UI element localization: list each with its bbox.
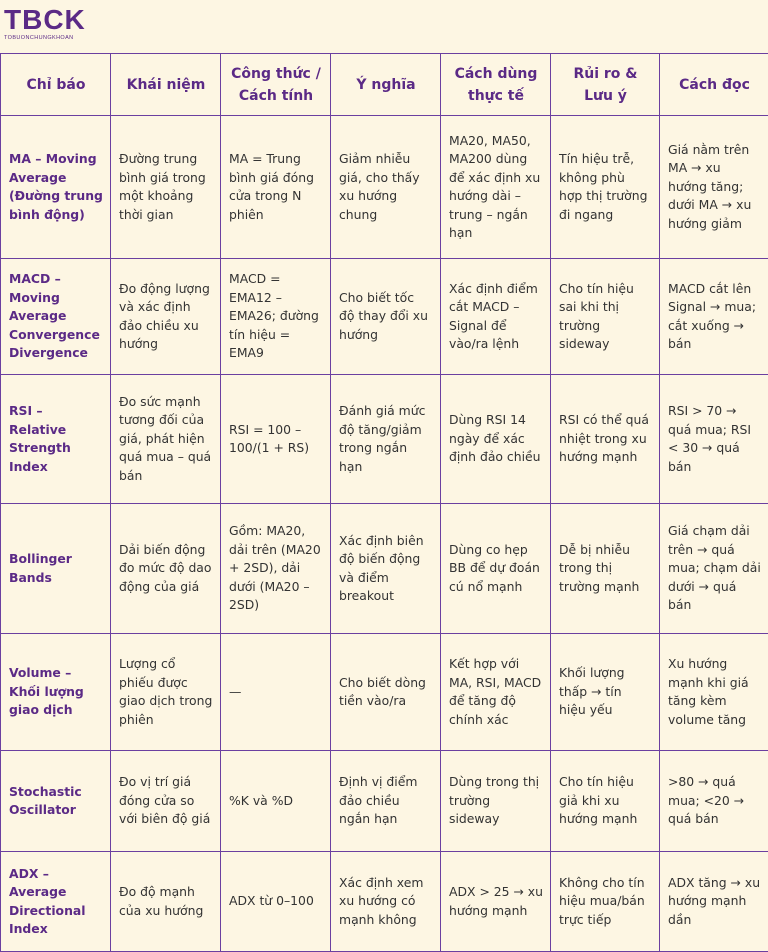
- table-header-row: [1, 54, 768, 116]
- reading-cell: >80 → quá mua; <20 → quá bán: [660, 751, 768, 852]
- reading-cell: Giá chạm dải trên → quá mua; chạm dải dưới → quá bán: [660, 504, 768, 634]
- usage-cell: MA20, MA50, MA200 dùng để xác định xu hướng dài – trung – ngắn hạn: [441, 116, 551, 259]
- header-meaning: Ý nghĩa: [331, 54, 441, 116]
- header-concept: Khái niệm: [111, 54, 221, 116]
- meaning-cell: Cho biết dòng tiền vào/ra: [331, 634, 441, 751]
- meaning-cell: Xác định xem xu hướng có mạnh không: [331, 852, 441, 952]
- table-row: [1, 116, 768, 259]
- reading-cell: Giá nằm trên MA → xu hướng tăng; dưới MA → xu hướng giảm: [660, 116, 768, 259]
- table-row: [1, 852, 768, 952]
- table-row: [1, 634, 768, 751]
- header-formula: Công thức / Cách tính: [221, 54, 331, 116]
- concept-cell: Lượng cổ phiếu được giao dịch trong phiên: [111, 634, 221, 751]
- risk-cell: Khối lượng thấp → tín hiệu yếu: [551, 634, 660, 751]
- risk-cell: Không cho tín hiệu mua/bán trực tiếp: [551, 852, 660, 952]
- reading-cell: Xu hướng mạnh khi giá tăng kèm volume tăng: [660, 634, 768, 751]
- formula-cell: %K và %D: [221, 751, 331, 852]
- logo: [4, 4, 114, 48]
- risk-cell: Cho tín hiệu giả khi xu hướng mạnh: [551, 751, 660, 852]
- indicator-name: Stochastic Oscillator: [1, 751, 111, 852]
- usage-cell: ADX > 25 → xu hướng mạnh: [441, 852, 551, 952]
- header-risk: Rủi ro & Lưu ý: [551, 54, 660, 116]
- concept-cell: Dải biến động đo mức độ dao động của giá: [111, 504, 221, 634]
- meaning-cell: Đánh giá mức độ tăng/giảm trong ngắn hạn: [331, 375, 441, 504]
- usage-cell: Dùng co hẹp BB để dự đoán cú nổ mạnh: [441, 504, 551, 634]
- indicator-name: RSI – Relative Strength Index: [1, 375, 111, 504]
- header-reading: Cách đọc: [660, 54, 768, 116]
- concept-cell: Đo độ mạnh của xu hướng: [111, 852, 221, 952]
- usage-cell: Dùng trong thị trường sideway: [441, 751, 551, 852]
- header-usage: Cách dùng thực tế: [441, 54, 551, 116]
- meaning-cell: Xác định biên độ biến động và điểm breakout: [331, 504, 441, 634]
- risk-cell: Dễ bị nhiễu trong thị trường mạnh: [551, 504, 660, 634]
- concept-cell: Đo sức mạnh tương đối của giá, phát hiện quá mua – quá bán: [111, 375, 221, 504]
- meaning-cell: Giảm nhiễu giá, cho thấy xu hướng chung: [331, 116, 441, 259]
- usage-cell: Xác định điểm cắt MACD – Signal để vào/ra lệnh: [441, 259, 551, 375]
- usage-cell: Dùng RSI 14 ngày để xác định đảo chiều: [441, 375, 551, 504]
- indicator-name: Volume – Khối lượng giao dịch: [1, 634, 111, 751]
- header-indicator: Chỉ báo: [1, 54, 111, 116]
- concept-cell: Đo động lượng và xác định đảo chiều xu hướng: [111, 259, 221, 375]
- table-row: [1, 259, 768, 375]
- concept-cell: Đường trung bình giá trong một khoảng thời gian: [111, 116, 221, 259]
- concept-cell: Đo vị trí giá đóng cửa so với biên độ giá: [111, 751, 221, 852]
- reading-cell: MACD cắt lên Signal → mua; cắt xuống → bán: [660, 259, 768, 375]
- indicator-name: MACD – Moving Average Convergence Divergence: [1, 259, 111, 375]
- formula-cell: —: [221, 634, 331, 751]
- reading-cell: ADX tăng → xu hướng mạnh dần: [660, 852, 768, 952]
- indicator-name: ADX – Average Directional Index: [1, 852, 111, 952]
- formula-cell: MACD = EMA12 – EMA26; đường tín hiệu = EMA9: [221, 259, 331, 375]
- risk-cell: Cho tín hiệu sai khi thị trường sideway: [551, 259, 660, 375]
- table-row: [1, 375, 768, 504]
- meaning-cell: Định vị điểm đảo chiều ngắn hạn: [331, 751, 441, 852]
- risk-cell: Tín hiệu trễ, không phù hợp thị trường đi ngang: [551, 116, 660, 259]
- formula-cell: MA = Trung bình giá đóng cửa trong N phiên: [221, 116, 331, 259]
- meaning-cell: Cho biết tốc độ thay đổi xu hướng: [331, 259, 441, 375]
- indicator-name: Bollinger Bands: [1, 504, 111, 634]
- logo-text: TBCK: [4, 6, 114, 34]
- indicator-table: [0, 53, 768, 952]
- formula-cell: ADX từ 0–100: [221, 852, 331, 952]
- reading-cell: RSI > 70 → quá mua; RSI < 30 → quá bán: [660, 375, 768, 504]
- logo-subtext: TOBUONCHUNGKHOAN: [4, 35, 114, 41]
- usage-cell: Kết hợp với MA, RSI, MACD để tăng độ chính xác: [441, 634, 551, 751]
- indicator-name: MA – Moving Average (Đường trung bình động): [1, 116, 111, 259]
- table-row: [1, 504, 768, 634]
- table-row: [1, 751, 768, 852]
- risk-cell: RSI có thể quá nhiệt trong xu hướng mạnh: [551, 375, 660, 504]
- formula-cell: RSI = 100 – 100/(1 + RS): [221, 375, 331, 504]
- formula-cell: Gồm: MA20, dải trên (MA20 + 2SD), dải dưới (MA20 – 2SD): [221, 504, 331, 634]
